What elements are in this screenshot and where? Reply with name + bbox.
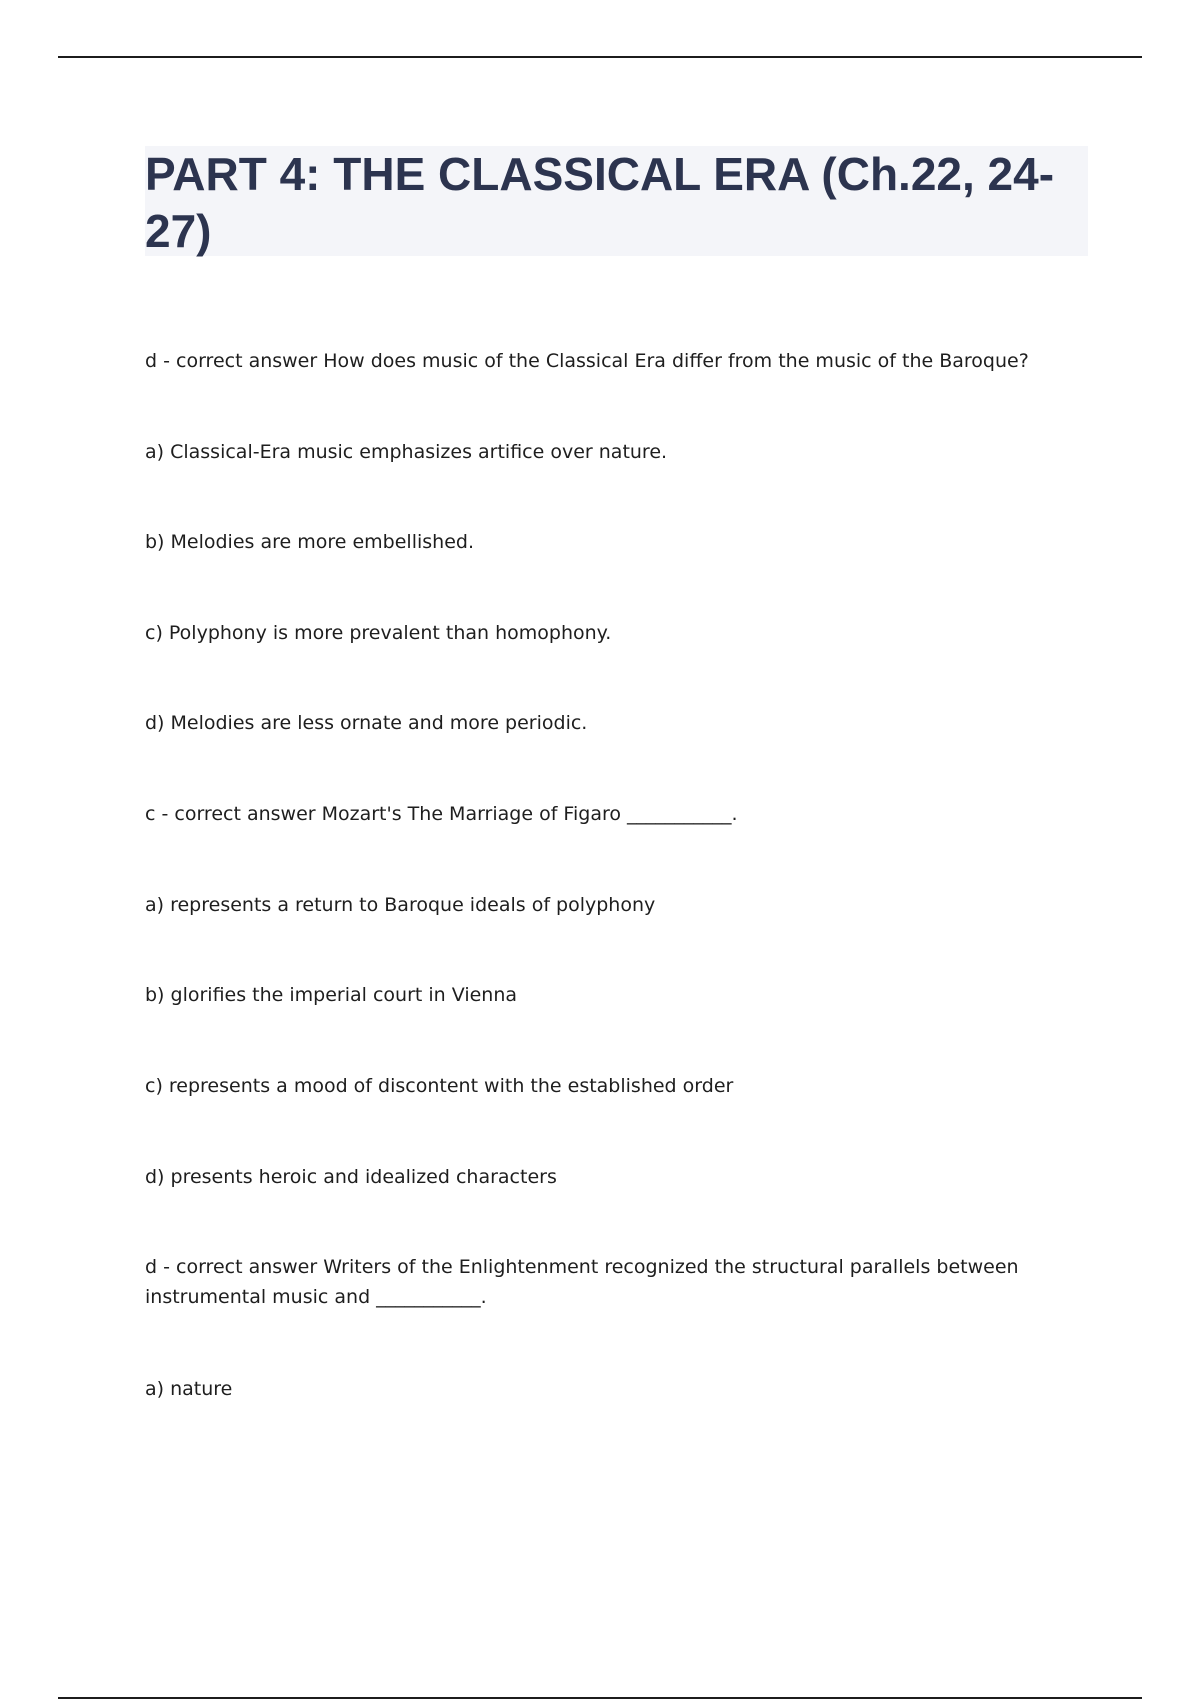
answer-option: c) Polyphony is more prevalent than homophony. (145, 622, 612, 644)
top-rule (58, 56, 1142, 58)
question-line: d - correct answer Writers of the Enlightenment recognized the structural parallels between instrumental music and ___________. (145, 1256, 1019, 1308)
answer-option: c) represents a mood of discontent with the established order (145, 1075, 734, 1097)
answer-option: a) Classical-Era music emphasizes artifice over nature. (145, 441, 668, 463)
answer-option: a) represents a return to Baroque ideals of polyphony (145, 894, 656, 916)
answer-option: b) Melodies are more embellished. (145, 531, 475, 553)
answer-option: d) presents heroic and idealized characters (145, 1166, 557, 1188)
answer-option: d) Melodies are less ornate and more periodic. (145, 712, 588, 734)
bottom-rule (58, 1697, 1142, 1699)
question-line: d - correct answer How does music of the Classical Era differ from the music of the Baroque? (145, 350, 1029, 372)
question-line: c - correct answer Mozart's The Marriage of Figaro ___________. (145, 803, 738, 825)
page-title: PART 4: THE CLASSICAL ERA (Ch.22, 24-27) (145, 148, 1055, 257)
answer-option: a) nature (145, 1378, 233, 1400)
answer-option: b) glorifies the imperial court in Vienna (145, 984, 518, 1006)
